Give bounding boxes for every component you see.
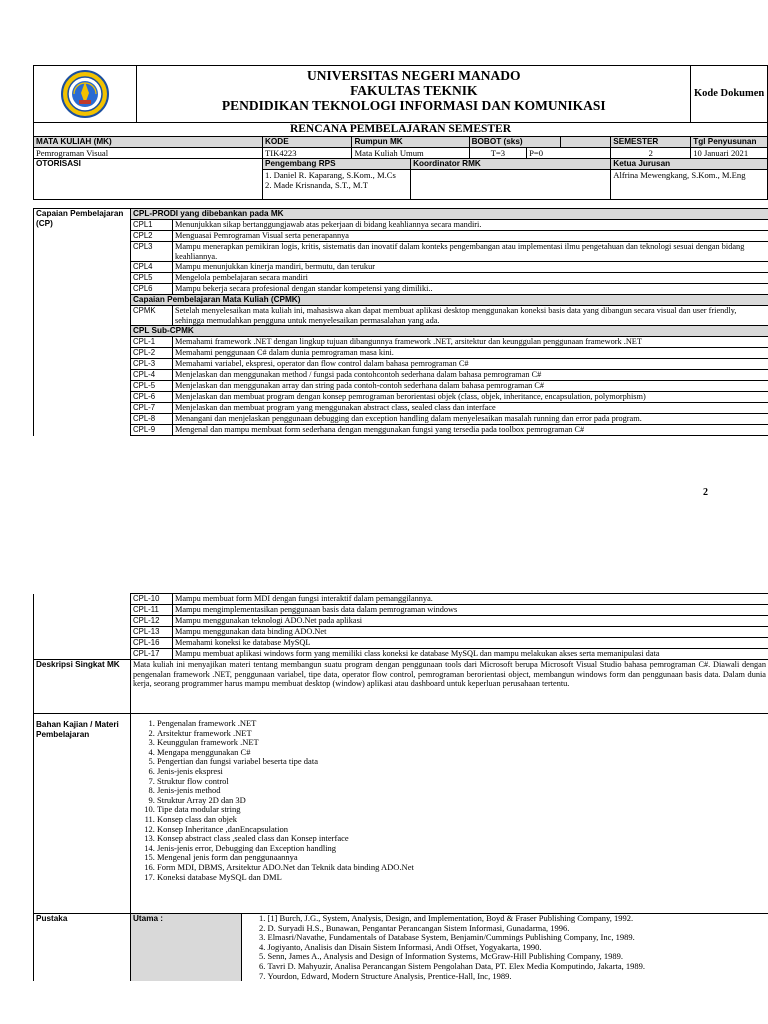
sub-cpmk-code: CPL-11 — [131, 605, 173, 616]
materi-list — [133, 719, 766, 882]
coordinator-value — [411, 170, 611, 200]
reference-item: 6. Tavri D. Mahyuzir, Analisa Perancangan Sistem Pengolahan Data, PT. Elex Media Komputindo, Jakarta, 1989. — [268, 962, 767, 972]
head-label: Ketua Jurusan — [611, 159, 768, 170]
authorization-label: OTORISASI — [34, 159, 263, 200]
university-header — [137, 66, 691, 123]
sub-cpmk-text: Memahami koneksi ke database MySQL — [173, 638, 768, 649]
cpl-text: Mengelola pembelajaran secara mandiri — [173, 273, 768, 284]
materi-item: 4. Mengapa menggunakan C# — [157, 748, 766, 758]
materi-cell — [131, 714, 768, 914]
developer-label: Pengembang RPS — [263, 159, 411, 170]
sub-cpmk-text: Menangani dan menjelaskan penggunaan debugging dan exception handling dalam menyelesaikan masalah running dan error pada program. — [173, 414, 768, 425]
cpl-text: Mampu menerapkan pemikiran logis, kritis, sistematis dan inovatif dalam konteks pengembangan atau implementasi ilmu pengetahuan dan teknologi sesuai dengan bidang keahliannya. — [173, 242, 768, 262]
reference-item: 3. Elmasri/Navathe, Fundamentals of Database System, Benjamin/Cummings Publishing Company, Inc, 1989. — [268, 933, 767, 943]
reference-item: 5. Senn, James A., Analysis and Design of Information Systems, McGraw-Hill Publishing Company, 1989. — [268, 952, 767, 962]
materi-item: 12. Konsep Inheritance ,danEncapsulation — [157, 825, 766, 835]
materi-item: 13. Konsep abstract class ,sealed class dan Konsep interface — [157, 834, 766, 844]
cpl-code: CPL2 — [131, 231, 173, 242]
materi-item: 5. Pengertian dan fungsi variabel beserta tipe data — [157, 757, 766, 767]
date-label: Tgl Penyusunan — [691, 137, 768, 148]
course-cluster: Mata Kuliah Umum — [352, 148, 469, 159]
reference-item: 1. [1] Burch, J.G., System, Analysis, Design, and Implementation, Boyd & Fraser Publishing Company, 1992. — [268, 914, 767, 924]
credit-practice: P=0 — [527, 148, 611, 159]
sub-cpmk-text: Memahami variabel, ekspresi, operator dan flow control dalam bahasa pemrograman C# — [173, 359, 768, 370]
materi-item: 2. Arsitektur framework .NET — [157, 729, 766, 739]
cpl-prodi-header: CPL-PRODI yang dibebankan pada MK — [131, 209, 768, 220]
reference-item: 7. Yourdon, Edward, Modern Structure Analysis, Prentice-Hall, Inc, 1989. — [268, 972, 767, 982]
sub-cpmk-text: Memahami framework .NET dengan lingkup tujuan dibangunnya framework .NET, arsitektur dan keunggulan penggunaan framework .NET — [173, 337, 768, 348]
sub-cpmk-code: CPL-4 — [131, 370, 173, 381]
sub-cpmk-text: Menjelaskan dan menggunakan method / fungsi pada contohcontoh sederhana dalam bahasa pemrograman C# — [173, 370, 768, 381]
semester-value: 2 — [611, 148, 691, 159]
reference-item: 4. Jogiyanto, Analisis dan Disain Sistem Informasi, Andi Offset, Yogyakarta, 1990. — [268, 943, 767, 953]
utama-label: Utama : — [131, 914, 241, 981]
credit-label: BOBOT (sks) — [469, 137, 561, 148]
sub-cpmk-code: CPL-7 — [131, 403, 173, 414]
course-code-label: KODE — [263, 137, 352, 148]
semester-label: SEMESTER — [611, 137, 691, 148]
sub-cpmk-code: CPL-13 — [131, 627, 173, 638]
cpl-text: Mampu bekerja secara profesional dengan standar kompetensi yang dimiliki.. — [173, 284, 768, 295]
materi-item: 16. Form MDI, DBMS, Arsitektur ADO.Net dan Teknik data binding ADO.Net — [157, 863, 766, 873]
reference-item: 2. D. Suryadi H.S., Bunawan, Pengantar Perancangan Sistem Informasi, Gunadarma, 1996. — [268, 924, 767, 934]
pustaka-label: Pustaka — [34, 914, 131, 982]
sub-cpmk-code: CPL-1 — [131, 337, 173, 348]
university-name: UNIVERSITAS NEGERI MANADO — [307, 68, 521, 83]
cp-label: Capaian Pembelajaran (CP) — [34, 209, 131, 436]
rps-title: RENCANA PEMBELAJARAN SEMESTER — [34, 123, 768, 137]
compilation-date: 10 Januari 2021 — [691, 148, 768, 159]
cpmk-text: Setelah menyelesaikan mata kuliah ini, mahasiswa akan dapat membuat aplikasi desktop menggunakan koneksi basis data yang dibangun secara visual dan user friendly, sehingga memudahkan pengguna untuk menyelesaikan permasalahan yang ada. — [173, 306, 768, 326]
materi-label: Bahan Kajian / Materi Pembelajaran — [34, 714, 131, 914]
sub-cpmk-text: Mengenal dan mampu membuat form sederhana dengan menggunakan fungsi yang tersedia pada toolbox pemrograman C# — [173, 425, 768, 436]
sub-cpmk-text: Menjelaskan dan menggunakan array dan string pada contoh-contoh sederhana dalam bahasa pemrograman C# — [173, 381, 768, 392]
cpl-code: CPL6 — [131, 284, 173, 295]
sub-cpmk-code: CPL-9 — [131, 425, 173, 436]
sub-cpmk-text: Mampu menggunakan teknologi ADO.Net pada aplikasi — [173, 616, 768, 627]
head-name: Alfrina Mewengkang, S.Kom., M.Eng — [611, 170, 768, 200]
materi-item: 7. Struktur flow control — [157, 777, 766, 787]
unima-seal-icon — [60, 69, 110, 119]
pustaka-table — [131, 914, 768, 981]
sub-cpmk-text: Menjelaskan dan membuat program dengan konsep pemrograman berorientasi objek (class, objek, inheritance, encapsulation, polymorphism) — [173, 392, 768, 403]
sub-cpmk-code: CPL-12 — [131, 616, 173, 627]
course-cluster-label: Rumpun MK — [352, 137, 469, 148]
developer-2: 2. Made Krisnanda, S.T., M.T — [265, 180, 368, 190]
description-text: Mata kuliah ini menyajikan materi tentang membangun suatu program dengan penggunaan tools dari Microsoft berupa Microsoft Visual Studio bahasa pemrograman C#. Diawali dengan pengenalan framework .NET, penggunaan variabel, tipe data, operator flow control, pemrograman berorientasi object, membangun windows form dan penggunaan basis data. Dalam dunia kerja, seorang programmer harus mampu membuat desktop (window) aplikasi atau dashboard untuk keperluan perusahaan tertentu. — [131, 660, 768, 714]
logo-cell — [34, 66, 137, 123]
university-logo — [36, 66, 134, 122]
materi-item: 8. Jenis-jenis method — [157, 786, 766, 796]
cpmk-header: Capaian Pembelajaran Mata Kuliah (CPMK) — [131, 295, 768, 306]
materi-item: 11. Konsep class dan objek — [157, 815, 766, 825]
sub-cpmk-text: Menjelaskan dan membuat program yang menggunakan abstract class, sealed class dan interface — [173, 403, 768, 414]
rps-header-table — [33, 65, 768, 200]
page-number: 2 — [703, 487, 708, 498]
faculty-name: FAKULTAS TEKNIK — [350, 83, 478, 98]
credit-theory: T=3 — [469, 148, 527, 159]
materi-item: 14. Jenis-jenis error, Debugging dan Exception handling — [157, 844, 766, 854]
cpmk-code: CPMK — [131, 306, 173, 326]
sub-cpmk-code: CPL-3 — [131, 359, 173, 370]
coordinator-label: Koordinator RMK — [411, 159, 611, 170]
course-code: TIK4223 — [263, 148, 352, 159]
materi-item: 10. Tipe data modular string — [157, 805, 766, 815]
course-name: Pemrograman Visual — [34, 148, 263, 159]
program-name: PENDIDIKAN TEKNOLOGI INFORMASI DAN KOMUNIKASI — [221, 98, 606, 113]
materi-item: 6. Jenis-jenis ekspresi — [157, 767, 766, 777]
cpl-text: Menguasai Pemrograman Visual serta penerapannya — [173, 231, 768, 242]
sub-cpmk-header: CPL Sub-CPMK — [131, 326, 768, 337]
sub-cpmk-text: Mampu menggunakan data binding ADO.Net — [173, 627, 768, 638]
cpl-code: CPL4 — [131, 262, 173, 273]
developer-list — [263, 170, 411, 200]
description-label: Deskripsi Singkat MK — [34, 660, 131, 714]
sub-cpmk-text: Mampu mengimplementasikan penggunaan basis data dalam pemrograman windows — [173, 605, 768, 616]
developer-1: 1. Daniel R. Kaparang, S.Kom., M.Cs — [265, 170, 396, 180]
materi-item: 1. Pengenalan framework .NET — [157, 719, 766, 729]
cpl-text: Mampu menunjukkan kinerja mandiri, bermutu, dan terukur — [173, 262, 768, 273]
sub-cpmk-text: Mampu membuat aplikasi windows form yang memiliki class koneksi ke database MySQL dan mampu melakukan akses serta memanipulasi data — [173, 649, 768, 660]
cpl-code: CPL5 — [131, 273, 173, 284]
sub-cpmk-code: CPL-10 — [131, 594, 173, 605]
materi-item: 17. Koneksi database MySQL dan DML — [157, 873, 766, 883]
document-code-label: Kode Dokumen — [691, 66, 768, 123]
materi-item: 3. Keunggulan framework .NET — [157, 738, 766, 748]
sub-cpmk-code: CPL-5 — [131, 381, 173, 392]
document-page-1 — [33, 65, 768, 436]
sub-cpmk-code: CPL-16 — [131, 638, 173, 649]
cpl-code: CPL1 — [131, 220, 173, 231]
document-page-2 — [33, 593, 768, 981]
pustaka-list — [244, 914, 767, 981]
sub-cpmk-code: CPL-6 — [131, 392, 173, 403]
cpl-text: Menunjukkan sikap bertanggungjawab atas pekerjaan di bidang keahliannya secara mandiri. — [173, 220, 768, 231]
cp-table — [33, 208, 768, 436]
cp-table-continued — [33, 593, 768, 981]
materi-item: 9. Struktur Array 2D dan 3D — [157, 796, 766, 806]
sub-cpmk-code: CPL-2 — [131, 348, 173, 359]
sub-cpmk-code: CPL-8 — [131, 414, 173, 425]
sub-cpmk-text: Mampu membuat form MDI dengan fungsi interaktif dalam pemanggilannya. — [173, 594, 768, 605]
course-name-label: MATA KULIAH (MK) — [34, 137, 263, 148]
sub-cpmk-text: Memahami penggunaan C# dalam dunia pemrograman masa kini. — [173, 348, 768, 359]
materi-item: 15. Mengenal jenis form dan penggunaannya — [157, 853, 766, 863]
cpl-code: CPL3 — [131, 242, 173, 262]
sub-cpmk-code: CPL-17 — [131, 649, 173, 660]
